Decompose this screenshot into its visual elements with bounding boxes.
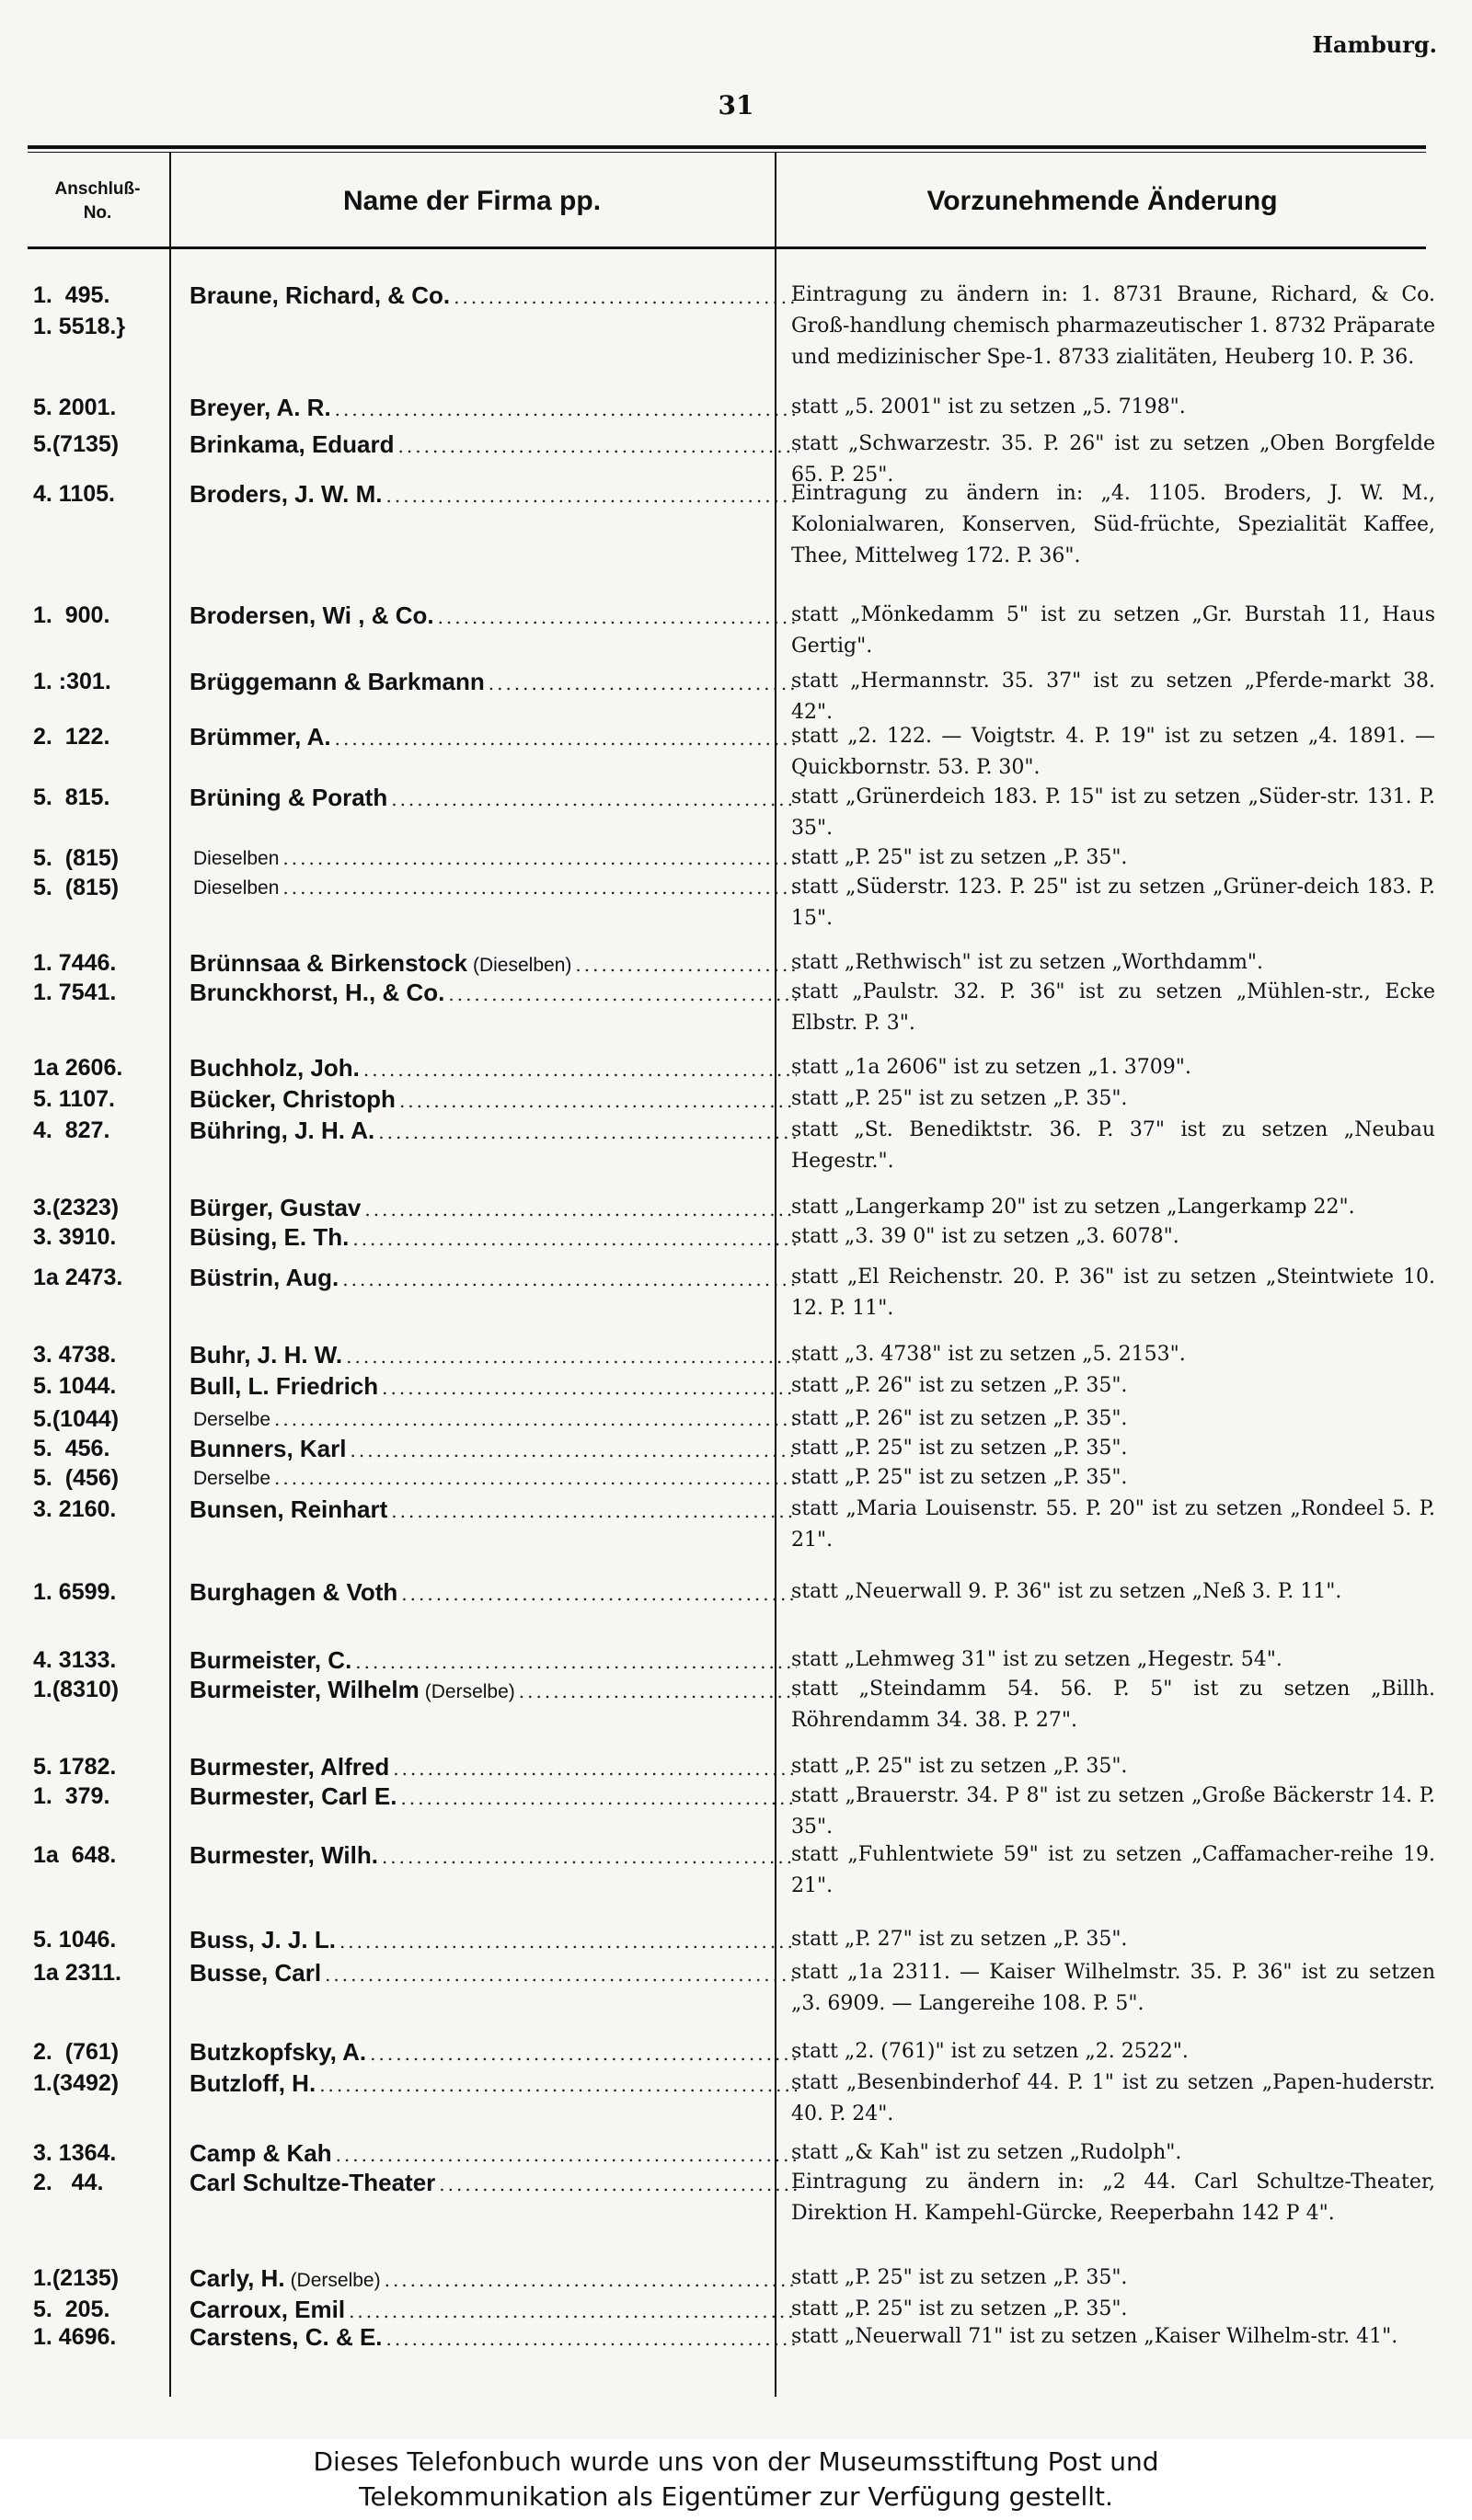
firm-name: Burmeister, C. — [190, 1646, 352, 1674]
connection-number: 1. 4696. — [33, 2324, 117, 2350]
leader-dots — [282, 842, 797, 874]
firm-name-cell — [190, 872, 797, 904]
connection-number: 1a 648. — [33, 1842, 117, 1868]
firm-name: Butzloff, H. — [190, 2069, 316, 2097]
change-instruction: statt „Brauerstr. 34. P 8" ist zu setzen „Große Bäckerstr 14. P. 35". — [791, 1784, 1435, 1838]
leader-dots — [336, 2139, 797, 2171]
change-instruction: statt „P. 25" ist zu setzen „P. 35". — [791, 1755, 1128, 1778]
region-heading: Hamburg. — [1312, 31, 1437, 58]
column-header-name: Name der Firma pp. — [342, 186, 602, 216]
change-instruction: statt „Besenbinderhof 44. P. 1" ist zu setzen „Papen-huderstr. 40. P. 24". — [791, 2071, 1435, 2125]
firm-name: Bürger, Gustav — [190, 1194, 362, 1221]
change-instruction: Eintragung zu ändern in: 1. 8731 Braune, Richard, & Co. Groß-handlung chemisch pharmazeutischer 1. 8732 Präparate und medizinischer Spe-1. 8733 zialitäten, Heuberg 10. P. 36. — [791, 283, 1435, 369]
connection-number: 1. 7446. — [33, 950, 117, 976]
leader-dots — [346, 1341, 797, 1372]
firm-name: Büstrin, Aug. — [190, 1264, 339, 1291]
firm-name: Bull, L. Friedrich — [190, 1372, 379, 1400]
firm-name-cell — [190, 977, 797, 1010]
leader-dots — [391, 1495, 797, 1527]
change-instruction: statt „P. 25" ist zu setzen „P. 35". — [791, 2297, 1128, 2320]
firm-name-cell — [190, 2321, 797, 2354]
firm-name: Brinkama, Eduard — [190, 430, 395, 458]
firm-name-note: (Derselbe) — [424, 1681, 515, 1702]
connection-number: 5. 1046. — [33, 1927, 117, 1953]
connection-number: 3. 3910. — [33, 1224, 117, 1250]
firm-name-note: (Derselbe) — [290, 2270, 381, 2291]
change-instruction: statt „1a 2311. — Kaiser Wilhelmstr. 35. P. 36" ist zu setzen „3. 6909. — Langereihe 108. P. 5". — [791, 1961, 1435, 2015]
change-instruction: statt „P. 25" ist zu setzen „P. 35". — [791, 1087, 1128, 1110]
connection-number: 5. 815. — [33, 785, 110, 810]
change-instruction: statt „Langerkamp 20" ist zu setzen „Langerkamp 22". — [791, 1196, 1355, 1219]
change-instruction: statt „P. 25" ist zu setzen „P. 35". — [791, 2266, 1128, 2289]
firm-name: Bunners, Karl — [190, 1435, 347, 1462]
firm-name-cell — [190, 1781, 797, 1814]
column-header-number: Anschluß- No. — [54, 179, 141, 223]
leader-dots — [439, 2169, 797, 2200]
leader-dots — [342, 1264, 797, 1295]
connection-number: 1a 2606. — [33, 1055, 123, 1081]
firm-name-note: (Dieselben) — [472, 955, 572, 976]
leader-dots — [454, 281, 797, 313]
page-number: 31 — [718, 90, 754, 120]
leader-dots — [351, 1435, 798, 1466]
connection-number: 3. 4738. — [33, 1342, 117, 1368]
change-instruction: Eintragung zu ändern in: „4. 1105. Broders, J. W. M., Kolonialwaren, Konserven, Süd-früchte, Spezialität Kaffee, Thee, Mittelweg 172. P. 36". — [791, 482, 1435, 567]
connection-number: 5. (815) — [33, 845, 120, 871]
connection-number: 5. 1044. — [33, 1373, 117, 1399]
change-instruction: statt „Mönkedamm 5" ist zu setzen „Gr. Burstah 11, Haus Gertig". — [791, 603, 1435, 658]
firm-name-cell — [190, 1083, 797, 1117]
firm-name-cell — [190, 1462, 797, 1495]
firm-name-cell — [190, 1403, 797, 1436]
connection-number: 3.(2323) — [33, 1195, 120, 1220]
leader-dots — [355, 1646, 797, 1678]
firm-name-cell — [190, 842, 797, 875]
connection-number: 1.(8310) — [33, 1677, 120, 1702]
firm-name: Burmester, Wilh. — [190, 1841, 378, 1869]
firm-name-cell — [190, 392, 797, 425]
change-instruction: statt „1a 2606" ist zu setzen „1. 3709". — [791, 1056, 1191, 1079]
firm-name: Brüning & Porath — [190, 784, 388, 811]
connection-number: 4. 3133. — [33, 1647, 117, 1673]
change-instruction: statt „2. (761)" ist zu setzen „2. 2522". — [791, 2040, 1189, 2063]
connection-number: 1.(2135) — [33, 2265, 120, 2291]
change-instruction: statt „2. 122. — Voigtstr. 4. P. 19" ist zu setzen „4. 1891. — Quickbornstr. 53. P. 30". — [791, 725, 1435, 779]
firm-name: Burmeister, Wilhelm — [190, 1676, 420, 1703]
top-rule-thin — [28, 152, 1426, 153]
leader-dots — [391, 784, 797, 815]
connection-number: 1. 379. — [33, 1783, 110, 1809]
connection-number: 3. 2160. — [33, 1496, 117, 1522]
leader-dots — [325, 1959, 797, 1990]
firm-name-cell — [190, 721, 797, 754]
leader-dots — [401, 1578, 797, 1609]
change-instruction: statt „Fuhlentwiete 59" ist zu setzen „Caffamacher-reihe 19. 21". — [791, 1843, 1435, 1897]
leader-dots — [386, 480, 798, 511]
header-rule — [28, 246, 1426, 249]
change-instruction: statt „Süderstr. 123. P. 25" ist zu setzen „Grüner-deich 183. P. 15". — [791, 876, 1435, 930]
footer-note — [0, 2439, 1472, 2520]
firm-name: Carroux, Emil — [190, 2296, 346, 2323]
change-instruction: statt „P. 25" ist zu setzen „P. 35". — [791, 1466, 1128, 1489]
change-instruction: statt „Lehmweg 31" ist zu setzen „Hegestr. 54". — [791, 1648, 1282, 1671]
firm-name-cell — [190, 2036, 797, 2069]
firm-name: Derselbe — [193, 1409, 271, 1430]
connection-number: 4. 827. — [33, 1117, 110, 1143]
leader-dots — [575, 949, 797, 980]
connection-number: 5. (815) — [33, 875, 120, 900]
firm-name: Buhr, J. H. W. — [190, 1341, 343, 1369]
firm-name: Burmester, Carl E. — [190, 1782, 397, 1810]
firm-name-cell — [190, 1924, 797, 1957]
change-instruction: statt „Steindamm 54. 56. P. 5" ist zu setzen „Billh. Röhrendamm 34. 38. P. 27". — [791, 1678, 1435, 1732]
change-instruction: statt „Grünerdeich 183. P. 15" ist zu setzen „Süder-str. 131. P. 35". — [791, 785, 1435, 840]
change-instruction: statt „3. 4738" ist zu setzen „5. 2153". — [791, 1343, 1186, 1366]
firm-name-cell — [190, 1957, 797, 1990]
firm-name: Carl Schultze-Theater — [190, 2169, 436, 2196]
connection-number: 1. 900. — [33, 602, 110, 628]
top-rule — [28, 145, 1426, 149]
leader-dots — [448, 979, 797, 1010]
connection-number: 1. 6599. — [33, 1579, 117, 1605]
connection-number: 4. 1105. — [33, 481, 115, 507]
firm-name: Broders, J. W. M. — [190, 480, 383, 508]
change-instruction: statt „Neuerwall 71" ist zu setzen „Kaiser Wilhelm-str. 41". — [791, 2325, 1398, 2348]
firm-name: Brodersen, Wi , & Co. — [190, 601, 434, 629]
connection-number: 1a 2311. — [33, 1960, 121, 1986]
leader-dots — [382, 1841, 797, 1873]
leader-dots — [364, 1194, 797, 1225]
leader-dots — [378, 1117, 797, 1148]
connection-number: 2. 122. — [33, 724, 110, 750]
firm-name: Carstens, C. & E. — [190, 2323, 383, 2351]
firm-name-cell — [190, 782, 797, 815]
firm-name: Brunckhorst, H., & Co. — [190, 979, 445, 1006]
firm-name-cell — [190, 2137, 797, 2171]
change-instruction: statt „3. 39 0" ist zu setzen „3. 6078". — [791, 1225, 1179, 1248]
firm-name-cell — [190, 1576, 797, 1609]
firm-name-cell — [190, 1674, 797, 1708]
firm-name: Bühring, J. H. A. — [190, 1117, 375, 1144]
firm-name: Buchholz, Joh. — [190, 1054, 360, 1082]
leader-dots — [382, 1372, 797, 1403]
leader-dots — [400, 1782, 797, 1814]
connection-number: 5. 456. — [33, 1436, 110, 1461]
change-instruction: statt „P. 25" ist zu setzen „P. 35". — [791, 846, 1128, 869]
leader-dots — [519, 1676, 797, 1707]
firm-name: Dieselben — [193, 877, 280, 899]
leader-dots — [438, 601, 797, 633]
change-instruction: statt „Hermannstr. 35. 37" ist zu setzen „Pferde-markt 38. 42". — [791, 670, 1435, 724]
change-instruction: statt „St. Benediktstr. 36. P. 37" ist zu setzen „Neubau Hegestr.". — [791, 1118, 1435, 1173]
firm-name-cell — [190, 1839, 797, 1873]
firm-name: Derselbe — [193, 1468, 271, 1489]
connection-number: 1. 7541. — [33, 979, 117, 1005]
leader-dots — [335, 723, 797, 754]
leader-dots — [274, 1403, 797, 1435]
firm-name-cell — [190, 2167, 797, 2200]
column-header-change: Vorzunehmende Änderung — [926, 186, 1278, 216]
connection-number: 2. (761) — [33, 2039, 120, 2065]
firm-name-cell — [190, 1370, 797, 1403]
firm-name: Busse, Carl — [190, 1959, 322, 1987]
firm-name-cell — [190, 1221, 797, 1254]
firm-name: Burmester, Alfred — [190, 1753, 390, 1781]
footer-line-2: Telekommunikation als Eigentümer zur Verfügung gestellt. — [359, 2481, 1113, 2512]
firm-name: Büsing, E. Th. — [190, 1223, 350, 1251]
change-instruction: statt „Rethwisch" ist zu setzen „Worthdamm". — [791, 951, 1264, 974]
change-instruction: statt „Paulstr. 32. P. 36" ist zu setzen „Mühlen-str., Ecke Elbstr. P. 3". — [791, 980, 1435, 1035]
connection-number: 5. 205. — [33, 2297, 110, 2322]
firm-name-cell — [190, 1115, 797, 1148]
firm-name-cell — [190, 2068, 797, 2101]
change-instruction: Eintragung zu ändern in: „2 44. Carl Schultze-Theater, Direktion H. Kampehl-Gürcke, Reeperbahn 142 P 4". — [791, 2171, 1435, 2225]
connection-number: 5. 1107. — [33, 1086, 115, 1112]
leader-dots — [363, 1054, 797, 1085]
firm-name-cell — [190, 478, 797, 511]
firm-name-cell — [190, 1052, 797, 1085]
change-instruction: statt „Neuerwall 9. P. 36" ist zu setzen „Neß 3. P. 11". — [791, 1580, 1342, 1603]
firm-name: Camp & Kah — [190, 2139, 332, 2167]
leader-dots — [489, 668, 797, 699]
connection-number: 5. 1782. — [33, 1754, 117, 1780]
change-instruction: statt „P. 26" ist zu setzen „P. 35". — [791, 1407, 1128, 1430]
leader-dots — [393, 1753, 797, 1784]
leader-dots — [398, 430, 797, 462]
firm-name-cell — [190, 1751, 797, 1784]
leader-dots — [352, 1223, 797, 1254]
firm-name: Breyer, A. R. — [190, 394, 331, 421]
change-instruction: statt „P. 26" ist zu setzen „P. 35". — [791, 1374, 1128, 1397]
firm-name-cell — [190, 1433, 797, 1466]
firm-name: Buss, J. J. L. — [190, 1926, 336, 1953]
firm-name: Brünnsaa & Birkenstock — [190, 949, 467, 977]
firm-name-cell — [190, 429, 797, 462]
connection-number: 2. 44. — [33, 2170, 104, 2195]
change-instruction: statt „5. 2001" ist zu setzen „5. 7198". — [791, 395, 1186, 418]
connection-number: 5. 2001. — [33, 395, 117, 420]
leader-dots — [339, 1926, 797, 1957]
change-instruction: statt „P. 25" ist zu setzen „P. 35". — [791, 1437, 1128, 1460]
leader-dots — [385, 2264, 797, 2296]
leader-dots — [274, 1462, 797, 1494]
connection-number: 3. 1364. — [33, 2140, 117, 2166]
firm-name: Bücker, Christoph — [190, 1085, 396, 1113]
firm-name: Carly, H. — [190, 2264, 285, 2292]
firm-name: Brümmer, A. — [190, 723, 331, 750]
leader-dots — [282, 872, 797, 903]
change-instruction: statt „El Reichenstr. 20. P. 36" ist zu setzen „Steintwiete 10. 12. P. 11". — [791, 1266, 1435, 1320]
change-instruction: statt „Maria Louisenstr. 55. P. 20" ist zu setzen „Rondeel 5. P. 21". — [791, 1497, 1435, 1552]
connection-number: 5. (456) — [33, 1465, 120, 1491]
connection-number: 1a 2473. — [33, 1265, 123, 1290]
firm-name: Brüggemann & Barkmann — [190, 668, 485, 695]
firm-name-cell — [190, 666, 797, 699]
firm-name-cell — [190, 1339, 797, 1372]
change-instruction: statt „P. 27" ist zu setzen „P. 35". — [791, 1928, 1128, 1951]
connection-number: 1.(3492) — [33, 2070, 120, 2096]
firm-name-cell — [190, 1192, 797, 1225]
firm-name-cell — [190, 280, 797, 313]
leader-dots — [386, 2323, 797, 2354]
firm-name-cell — [190, 2262, 797, 2297]
leader-dots — [370, 2038, 797, 2069]
change-instruction: statt „Schwarzestr. 35. P. 26" ist zu setzen „Oben Borgfelde 65. P. 25". — [791, 432, 1435, 487]
leader-dots — [335, 394, 797, 425]
firm-name-cell — [190, 1494, 797, 1527]
firm-name: Butzkopfsky, A. — [190, 2038, 367, 2066]
change-instruction: statt „& Kah" ist zu setzen „Rudolph". — [791, 2141, 1182, 2164]
leader-dots — [399, 1085, 797, 1117]
firm-name: Dieselben — [193, 848, 280, 869]
firm-name-cell — [190, 600, 797, 633]
firm-name-cell — [190, 1262, 797, 1295]
leader-dots — [319, 2069, 797, 2101]
connection-number: 1. :301. — [33, 669, 111, 694]
firm-name: Bunsen, Reinhart — [190, 1495, 388, 1523]
footer-line-1: Dieses Telefonbuch wurde uns von der Museumsstiftung Post und — [313, 2446, 1159, 2477]
column-divider-1 — [169, 153, 171, 2397]
connection-number: 5.(1044) — [33, 1406, 120, 1432]
firm-name: Burghagen & Voth — [190, 1578, 398, 1606]
connection-number: 5.(7135) — [33, 431, 120, 457]
firm-name: Braune, Richard, & Co. — [190, 281, 451, 309]
connection-number: 1. 495. 1. 5518.} — [33, 282, 126, 339]
firm-name-cell — [190, 1644, 797, 1678]
